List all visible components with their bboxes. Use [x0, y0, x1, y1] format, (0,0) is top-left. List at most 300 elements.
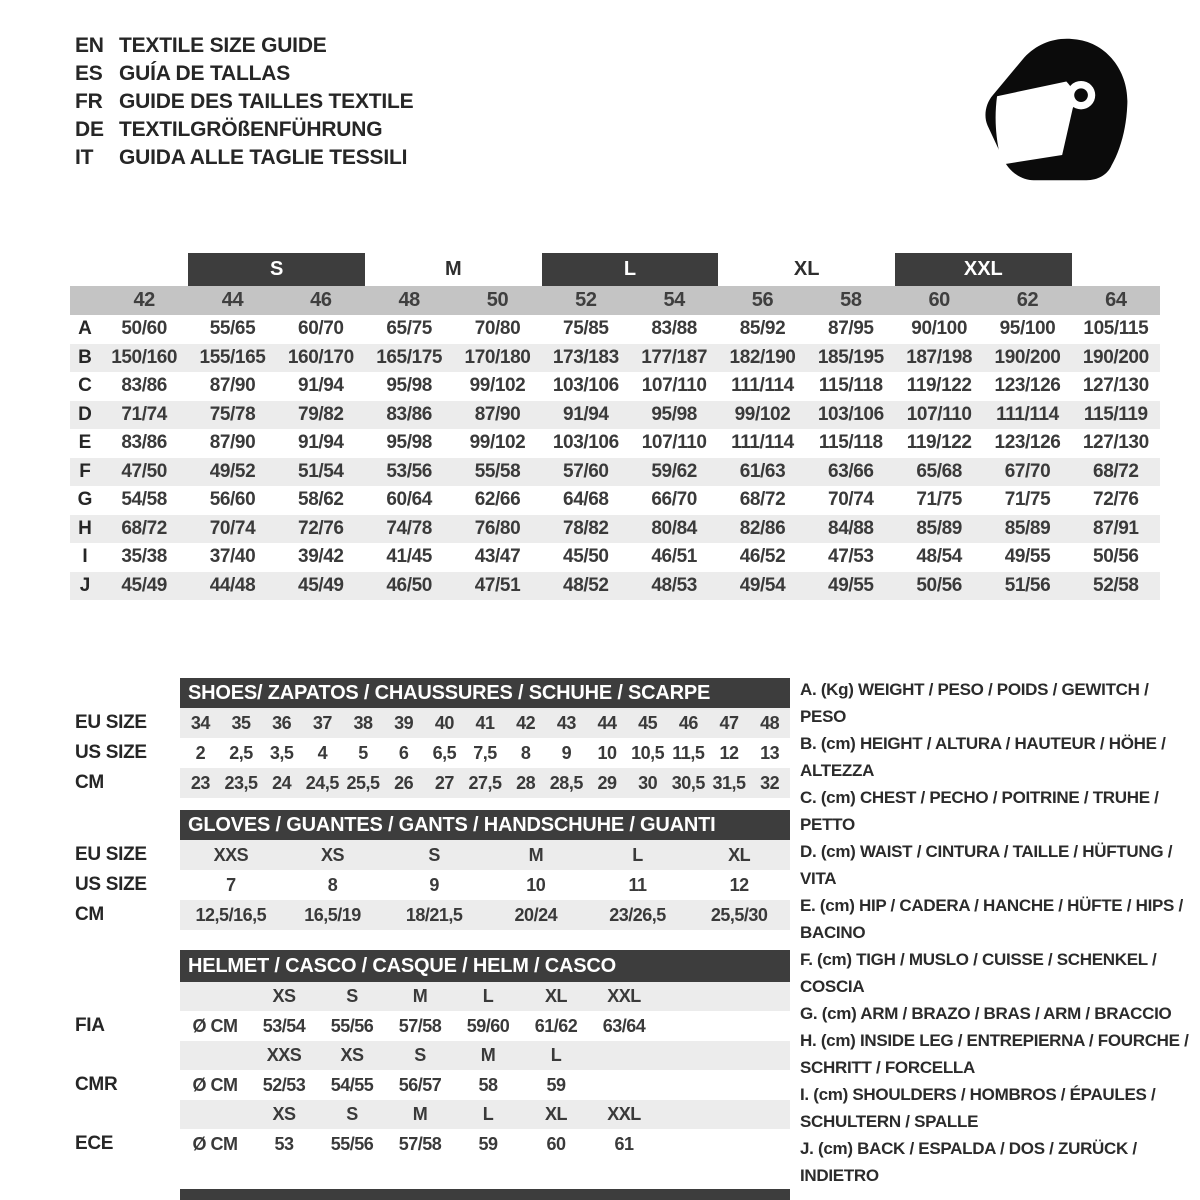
size-value-cell: 74/78 — [386, 517, 432, 539]
size-value-cell: 111/114 — [996, 403, 1059, 425]
size-value-cell: 62/66 — [474, 489, 521, 511]
value-cell: 20/24 — [514, 904, 558, 925]
value-cell: 13 — [760, 742, 780, 763]
helmet-section — [70, 950, 790, 1159]
size-table-row — [70, 572, 1160, 601]
row-label: US SIZE — [75, 742, 147, 763]
measure-row-label: A — [78, 318, 92, 340]
value-cell: 24 — [272, 772, 292, 793]
value-cell: 46 — [678, 712, 698, 733]
helmet-size-header: S — [346, 986, 358, 1006]
value-cell: 2,5 — [229, 742, 253, 763]
numeric-size-header: 62 — [1016, 289, 1039, 311]
title-line-fr — [75, 88, 413, 116]
size-value-cell: 47/50 — [121, 460, 167, 482]
helmet-value-row — [70, 1011, 790, 1041]
helmet-value-cell: 61 — [614, 1133, 634, 1154]
cutoff-section-bar — [180, 1189, 790, 1200]
page-title-es: GUÍA DE TALLAS — [119, 62, 291, 85]
value-cell: 30 — [638, 772, 658, 793]
size-value-cell: 68/72 — [1093, 460, 1139, 482]
size-value-cell: 51/54 — [298, 460, 344, 482]
unit-cell: Ø CM — [192, 1015, 238, 1036]
value-cell: 2 — [195, 742, 206, 763]
size-value-cell: 83/86 — [121, 432, 167, 454]
value-cell: XS — [320, 844, 344, 865]
helmet-size-header-row — [180, 982, 790, 1011]
size-value-cell: 95/98 — [651, 403, 697, 425]
size-value-cell: 49/55 — [1004, 546, 1051, 568]
value-cell: 28 — [516, 772, 536, 793]
value-cell: 4 — [317, 742, 328, 763]
size-value-cell: 71/75 — [1004, 489, 1051, 511]
helmet-value-cell: 57/58 — [398, 1133, 442, 1154]
size-value-cell: 91/94 — [563, 403, 609, 425]
size-group-xl: XL — [793, 258, 820, 280]
helmet-size-header: L — [482, 986, 494, 1006]
measure-row-label: H — [78, 517, 92, 539]
helmet-value-cell: 53/54 — [262, 1015, 306, 1036]
size-value-cell: 49/52 — [209, 460, 256, 482]
value-cell: L — [632, 844, 643, 865]
title-line-de — [75, 116, 413, 144]
value-cell: 23/26,5 — [609, 904, 666, 925]
value-cell: 27 — [434, 772, 454, 793]
measure-row-label: J — [79, 574, 91, 596]
helmet-size-header: L — [550, 1045, 562, 1065]
size-value-cell: 55/65 — [209, 318, 256, 340]
gloves-section-header: GLOVES / GUANTES / GANTS / HANDSCHUHE / GUANTI — [180, 810, 790, 840]
helmet-size-header: XS — [272, 1104, 296, 1124]
size-value-cell: 87/95 — [828, 318, 874, 340]
size-value-cell: 105/115 — [1083, 318, 1149, 340]
value-cell: 26 — [394, 772, 414, 793]
size-value-cell: 67/70 — [1004, 460, 1051, 482]
size-value-cell: 119/122 — [906, 375, 972, 397]
legend-item: F. (cm) TIGH / MUSLO / CUISSE / SCHENKEL / COSCIA — [800, 950, 1157, 996]
size-value-cell: 75/78 — [209, 403, 256, 425]
size-value-cell: 72/76 — [1093, 489, 1139, 511]
size-value-cell: 63/66 — [828, 460, 874, 482]
unit-cell: Ø CM — [192, 1074, 238, 1095]
size-value-cell: 115/118 — [818, 375, 883, 397]
row-values — [180, 768, 790, 798]
helmet-value-cell: 55/56 — [330, 1133, 374, 1154]
helmet-section-header: HELMET / CASCO / CASQUE / HELM / CASCO — [180, 950, 790, 982]
size-value-cell: 78/82 — [563, 517, 609, 539]
row-label: CM — [75, 772, 104, 793]
title-block — [75, 32, 413, 172]
size-value-cell: 115/119 — [1083, 403, 1148, 425]
size-value-cell: 87/90 — [209, 375, 256, 397]
unit-cell: Ø CM — [192, 1133, 238, 1154]
value-cell: 8 — [520, 742, 531, 763]
helmet-size-header: XS — [340, 1045, 364, 1065]
row-label: EU SIZE — [75, 844, 147, 865]
measure-row-label: C — [78, 375, 92, 397]
legend-item: J. (cm) BACK / ESPALDA / DOS / ZURÜCK / INDIETRO — [800, 1139, 1137, 1185]
size-value-cell: 127/130 — [1082, 375, 1149, 397]
value-cell: 42 — [516, 712, 536, 733]
size-value-cell: 45/50 — [563, 546, 609, 568]
helmet-size-header: XL — [544, 1104, 567, 1124]
size-value-cell: 190/200 — [1082, 346, 1149, 368]
size-value-cell: 127/130 — [1082, 432, 1149, 454]
table-row — [70, 840, 790, 870]
size-value-cell: 60/64 — [386, 489, 432, 511]
size-group-xxl: XXL — [895, 253, 1072, 286]
value-cell: 10,5 — [631, 742, 665, 763]
value-cell: 32 — [760, 772, 780, 793]
size-value-cell: 123/126 — [994, 432, 1061, 454]
size-value-cell: 48/53 — [651, 574, 697, 596]
row-values — [180, 1011, 790, 1041]
row-label: US SIZE — [75, 874, 147, 895]
title-line-es — [75, 60, 413, 88]
helmet-size-header: XXL — [607, 986, 641, 1006]
size-value-cell: 103/106 — [817, 403, 884, 425]
size-table-row — [70, 372, 1160, 401]
numeric-size-header: 50 — [486, 289, 509, 311]
value-cell: 34 — [190, 712, 210, 733]
size-value-cell: 39/42 — [298, 546, 344, 568]
page-title-de: TEXTILGRÖßENFÜHRUNG — [119, 118, 383, 141]
value-cell: 37 — [312, 712, 332, 733]
size-value-cell: 59/62 — [651, 460, 697, 482]
value-cell: 12 — [719, 742, 739, 763]
size-value-cell: 83/88 — [651, 318, 697, 340]
value-cell: 45 — [638, 712, 658, 733]
size-value-cell: 56/60 — [209, 489, 256, 511]
size-table-row — [70, 401, 1160, 430]
page-title-it: GUIDA ALLE TAGLIE TESSILI — [119, 146, 408, 169]
value-cell: 44 — [597, 712, 617, 733]
value-cell: S — [428, 844, 440, 865]
numeric-size-header: 42 — [133, 289, 155, 311]
size-value-cell: 75/85 — [563, 318, 609, 340]
size-value-cell: 70/80 — [474, 318, 521, 340]
table-row — [70, 870, 790, 900]
row-values — [180, 738, 790, 768]
value-cell: 6,5 — [432, 742, 457, 763]
value-cell: 27,5 — [468, 772, 502, 793]
legend-item: D. (cm) WAIST / CINTURA / TAILLE / HÜFTUNG / VITA — [800, 842, 1173, 888]
size-value-cell: 68/72 — [739, 489, 786, 511]
standard-label: FIA — [75, 1015, 105, 1036]
size-value-cell: 82/86 — [739, 517, 786, 539]
legend-item: E. (cm) HIP / CADERA / HANCHE / HÜFTE / HIPS / BACINO — [800, 896, 1183, 942]
size-value-cell: 95/98 — [386, 432, 432, 454]
row-label: EU SIZE — [75, 712, 147, 733]
size-value-cell: 51/56 — [1004, 574, 1051, 596]
size-table-rows — [70, 315, 1160, 600]
size-value-cell: 170/180 — [464, 346, 531, 368]
measurement-legend — [800, 676, 1198, 1189]
size-value-cell: 155/165 — [199, 346, 266, 368]
size-value-cell: 50/60 — [121, 318, 167, 340]
title-line-en — [75, 32, 413, 60]
table-row — [70, 738, 790, 768]
size-value-cell: 71/75 — [916, 489, 962, 511]
helmet-rows — [70, 982, 790, 1159]
size-value-cell: 48/52 — [563, 574, 609, 596]
size-value-cell: 111/114 — [731, 375, 794, 397]
size-value-cell: 37/40 — [209, 546, 256, 568]
numeric-size-header: 64 — [1105, 289, 1127, 311]
helmet-size-header: XXL — [607, 1104, 641, 1124]
size-value-cell: 87/90 — [474, 403, 521, 425]
value-cell: 36 — [272, 712, 292, 733]
size-value-cell: 70/74 — [828, 489, 874, 511]
shoes-section — [70, 678, 790, 798]
table-row — [70, 768, 790, 798]
helmet-value-cell: 61/62 — [534, 1015, 578, 1036]
value-cell: 28,5 — [549, 772, 583, 793]
helmet-value-cell: 60 — [546, 1133, 566, 1154]
size-value-cell: 85/89 — [1004, 517, 1051, 539]
numeric-size-header: 52 — [575, 289, 597, 311]
size-value-cell: 45/49 — [298, 574, 344, 596]
helmet-value-cell: 59 — [546, 1074, 566, 1095]
value-cell: 10 — [526, 874, 546, 895]
row-values — [180, 870, 790, 900]
size-value-cell: 107/110 — [641, 432, 707, 454]
size-value-cell: 182/190 — [729, 346, 796, 368]
value-cell: 9 — [429, 874, 439, 895]
size-value-cell: 185/195 — [817, 346, 884, 368]
value-cell: 23,5 — [224, 772, 258, 793]
size-value-cell: 72/76 — [298, 517, 344, 539]
size-table-row — [70, 315, 1160, 344]
value-cell: 12 — [729, 874, 749, 895]
size-table-row — [70, 429, 1160, 458]
size-value-cell: 41/45 — [386, 546, 432, 568]
value-cell: 7 — [226, 874, 236, 895]
size-value-cell: 46/52 — [739, 546, 786, 568]
measure-row-label: E — [78, 432, 92, 454]
numeric-size-header: 56 — [751, 289, 774, 311]
value-cell: 11 — [628, 874, 647, 895]
size-value-cell: 173/183 — [552, 346, 619, 368]
value-cell: 31,5 — [712, 772, 746, 793]
size-value-cell: 111/114 — [731, 432, 794, 454]
size-value-cell: 71/74 — [121, 403, 167, 425]
helmet-size-header: M — [480, 1045, 496, 1065]
value-cell: 43 — [556, 712, 576, 733]
measure-row-label: F — [79, 460, 91, 482]
size-value-cell: 115/118 — [818, 432, 883, 454]
value-cell: 10 — [597, 742, 617, 763]
size-value-cell: 83/86 — [386, 403, 432, 425]
helmet-size-header-row — [180, 1041, 790, 1070]
size-value-cell: 107/110 — [641, 375, 707, 397]
value-cell: 9 — [561, 742, 572, 763]
size-value-cell: 190/200 — [994, 346, 1061, 368]
value-cell: 23 — [190, 772, 210, 793]
value-cell: 29 — [597, 772, 617, 793]
size-value-cell: 95/98 — [386, 375, 432, 397]
legend-item: C. (cm) CHEST / PECHO / POITRINE / TRUHE / PETTO — [800, 788, 1159, 834]
size-group-m: M — [444, 258, 462, 280]
value-cell: XL — [728, 844, 751, 865]
value-cell: 41 — [475, 712, 495, 733]
size-value-cell: 107/110 — [906, 403, 972, 425]
size-value-cell: 65/75 — [386, 318, 432, 340]
size-value-cell: 85/89 — [916, 517, 962, 539]
legend-item: G. (cm) ARM / BRAZO / BRAS / ARM / BRACCIO — [800, 1004, 1172, 1023]
value-cell: 5 — [358, 742, 368, 763]
size-value-cell: 119/122 — [906, 432, 972, 454]
helmet-value-cell: 53 — [274, 1133, 294, 1154]
helmet-value-cell: 59 — [478, 1133, 498, 1154]
helmet-icon — [975, 28, 1143, 198]
size-value-cell: 99/102 — [734, 403, 791, 425]
helmet-value-cell: 55/56 — [330, 1015, 374, 1036]
value-cell: 38 — [353, 712, 373, 733]
size-value-cell: 55/58 — [474, 460, 521, 482]
size-value-cell: 91/94 — [298, 375, 344, 397]
helmet-value-cell: 58 — [478, 1074, 498, 1095]
value-cell: 24,5 — [305, 772, 339, 793]
value-cell: 35 — [231, 712, 251, 733]
size-value-cell: 35/38 — [121, 546, 167, 568]
lang-code: IT — [75, 146, 94, 169]
numeric-size-header: 58 — [840, 289, 862, 311]
size-table-row — [70, 515, 1160, 544]
size-value-cell: 47/53 — [828, 546, 874, 568]
helmet-size-header: S — [346, 1104, 358, 1124]
size-group-l: L — [542, 253, 719, 286]
helmet-value-cell: 57/58 — [398, 1015, 442, 1036]
row-values — [180, 708, 790, 738]
size-value-cell: 160/170 — [287, 346, 354, 368]
size-value-cell: 123/126 — [994, 375, 1061, 397]
size-group-s: S — [188, 253, 365, 286]
gloves-rows — [70, 840, 790, 930]
size-value-cell: 87/91 — [1093, 517, 1139, 539]
measure-row-label: B — [78, 346, 92, 368]
size-value-cell: 65/68 — [916, 460, 962, 482]
legend-item: I. (cm) SHOULDERS / HOMBROS / ÉPAULES / SCHULTERN / SPALLE — [800, 1085, 1156, 1131]
size-table-row — [70, 543, 1160, 572]
value-cell: 40 — [434, 712, 454, 733]
value-cell: 11,5 — [672, 742, 705, 763]
value-cell: 16,5/19 — [304, 904, 361, 925]
value-cell: 30,5 — [671, 772, 705, 793]
value-cell: 47 — [719, 712, 739, 733]
shoes-rows — [70, 708, 790, 798]
size-value-cell: 87/90 — [209, 432, 256, 454]
size-value-cell: 187/198 — [906, 346, 973, 368]
size-value-cell: 150/160 — [111, 346, 178, 368]
size-table-row — [70, 458, 1160, 487]
size-value-cell: 46/50 — [386, 574, 432, 596]
measure-row-label: I — [82, 546, 88, 568]
lang-code: EN — [75, 34, 104, 57]
size-value-cell: 60/70 — [298, 318, 344, 340]
size-value-cell: 76/80 — [474, 517, 521, 539]
size-value-cell: 70/74 — [209, 517, 256, 539]
size-value-cell: 48/54 — [916, 546, 962, 568]
value-cell: M — [528, 844, 544, 865]
helmet-value-cell: 63/64 — [602, 1015, 646, 1036]
size-value-cell: 80/84 — [651, 517, 697, 539]
measure-row-label: D — [78, 403, 92, 425]
value-cell: 7,5 — [473, 742, 497, 763]
page-title: TEXTILE SIZE GUIDE — [119, 34, 327, 57]
size-value-cell: 54/58 — [121, 489, 167, 511]
row-label: CM — [75, 904, 104, 925]
size-value-cell: 90/100 — [911, 318, 968, 340]
size-value-cell: 99/102 — [469, 375, 526, 397]
helmet-value-row — [70, 1070, 790, 1100]
helmet-size-header: M — [412, 1104, 428, 1124]
legend-item: B. (cm) HEIGHT / ALTURA / HAUTEUR / HÖHE / ALTEZZA — [800, 734, 1166, 780]
measure-row-label: G — [77, 489, 93, 511]
size-value-cell: 44/48 — [209, 574, 256, 596]
textile-size-table — [70, 253, 1160, 600]
lang-code: ES — [75, 62, 103, 85]
size-value-cell: 83/86 — [121, 375, 167, 397]
value-cell: 3,5 — [269, 742, 294, 763]
size-value-cell: 53/56 — [386, 460, 432, 482]
size-table-row — [70, 344, 1160, 373]
size-value-cell: 66/70 — [651, 489, 697, 511]
size-value-cell: 68/72 — [121, 517, 167, 539]
row-values — [180, 1129, 790, 1159]
row-values — [180, 900, 790, 930]
gloves-section — [70, 810, 790, 930]
helmet-value-row — [70, 1129, 790, 1159]
helmet-value-cell: 52/53 — [262, 1074, 306, 1095]
table-row — [70, 900, 790, 930]
page-title-fr: GUIDE DES TAILLES TEXTILE — [119, 90, 414, 113]
helmet-size-header: S — [414, 1045, 426, 1065]
helmet-size-header: XS — [272, 986, 296, 1006]
size-value-cell: 52/58 — [1093, 574, 1139, 596]
helmet-size-header: XL — [544, 986, 567, 1006]
standard-label: ECE — [75, 1133, 114, 1154]
size-value-cell: 103/106 — [552, 432, 619, 454]
size-value-cell: 47/51 — [474, 574, 521, 596]
helmet-value-cell: 54/55 — [330, 1074, 374, 1095]
numeric-size-header: 60 — [928, 289, 950, 311]
size-value-cell: 43/47 — [474, 546, 521, 568]
size-value-cell: 58/62 — [298, 489, 344, 511]
title-line-it — [75, 144, 413, 172]
helmet-size-header: L — [482, 1104, 494, 1124]
size-value-cell: 165/175 — [376, 346, 443, 368]
size-value-cell: 95/100 — [999, 318, 1056, 340]
legend-item: H. (cm) INSIDE LEG / ENTREPIERNA / FOURCHE / SCHRITT / FORCELLA — [800, 1031, 1189, 1077]
numeric-size-header-row — [70, 286, 1160, 315]
value-cell: 48 — [760, 712, 780, 733]
row-values — [180, 840, 790, 870]
size-value-cell: 177/187 — [641, 346, 708, 368]
value-cell: XXS — [213, 844, 249, 865]
size-value-cell: 99/102 — [469, 432, 526, 454]
size-table-row — [70, 486, 1160, 515]
size-value-cell: 79/82 — [298, 403, 344, 425]
shoes-section-header: SHOES/ ZAPATOS / CHAUSSURES / SCHUHE / SCARPE — [180, 678, 790, 708]
size-value-cell: 61/63 — [739, 460, 786, 482]
helmet-size-header: XXS — [266, 1045, 302, 1065]
helmet-value-cell: 59/60 — [466, 1015, 510, 1036]
size-value-cell: 46/51 — [651, 546, 697, 568]
row-values — [180, 1070, 790, 1100]
value-cell: 12,5/16,5 — [195, 904, 267, 925]
helmet-size-header-row — [180, 1100, 790, 1129]
